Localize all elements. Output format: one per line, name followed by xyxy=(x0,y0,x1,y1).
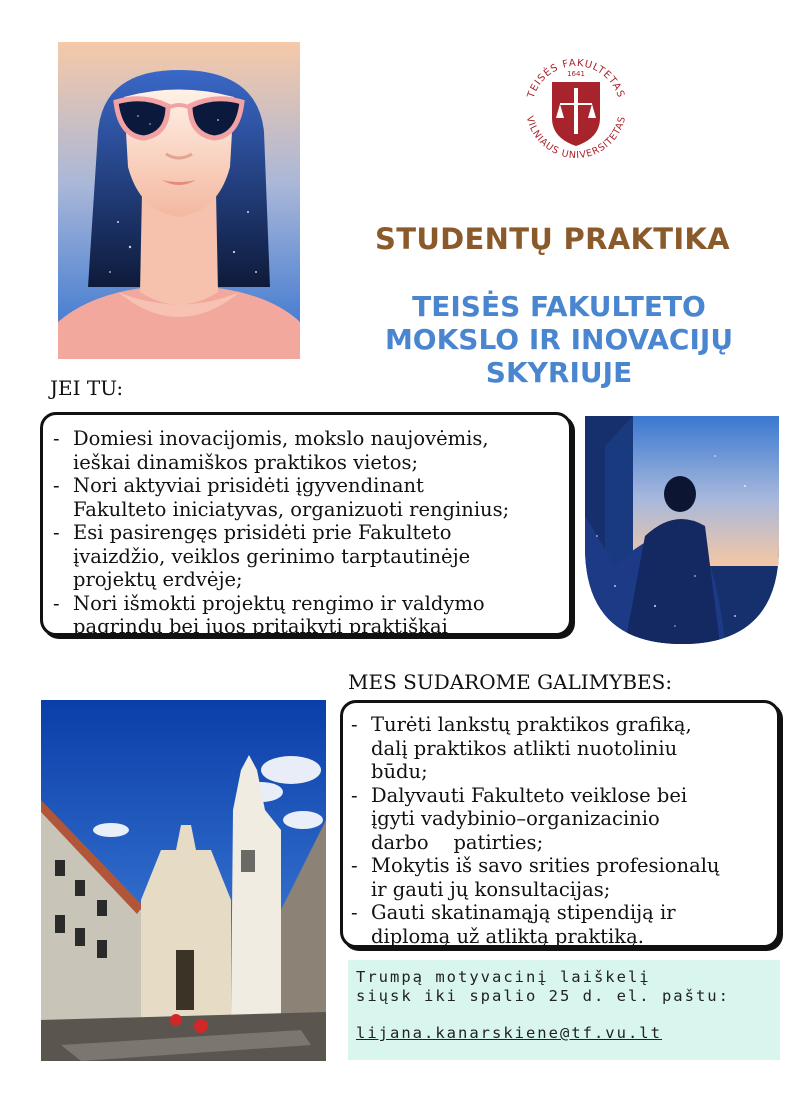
page-subtitle xyxy=(340,290,778,389)
note-line-1: Trumpą motyvacinį laiškelį xyxy=(356,968,651,986)
list-item-line: įgyti vadybinio–organizacinio xyxy=(371,807,660,830)
section2-box xyxy=(340,700,780,948)
bullet-dash: - xyxy=(351,901,358,924)
list-item-line: ieškai dinamiškos praktikos vietos; xyxy=(73,450,419,474)
list-item-line: Domiesi inovacijomis, mokslo naujovėmis, xyxy=(73,427,489,450)
list-item-line: pagrindų bei juos pritaikyti praktiškai xyxy=(73,615,448,638)
university-logo xyxy=(516,48,636,168)
logo-text-bottom: VILNIAUS UNIVERSITETAS xyxy=(523,114,629,162)
page-title: STUDENTŲ PRAKTIKA xyxy=(375,222,730,256)
person-window-illustration xyxy=(585,416,779,644)
list-item xyxy=(53,521,565,592)
list-item-line: Nori išmokti projektų rengimo ir valdymo xyxy=(73,591,485,615)
logo-year: 1641 xyxy=(567,70,585,78)
list-item-line: ir gauti jų konsultacijas; xyxy=(371,877,611,901)
list-item-line: Mokytis iš savo srities profesionalų xyxy=(371,854,720,877)
list-item-line: įvaizdžio, veiklos gerinimo tarptautinėje xyxy=(73,544,471,568)
bullet-dash: - xyxy=(53,591,60,615)
bullet-dash: - xyxy=(351,713,358,736)
list-item-line: dalį praktikos atlikti nuotoliniu xyxy=(371,736,678,760)
list-item-line: Dalyvauti Fakulteto veiklose bei xyxy=(371,783,688,807)
bullet-dash: - xyxy=(53,521,60,544)
list-item xyxy=(351,784,773,855)
list-item-line: Fakulteto iniciatyvas, organizuoti renginius; xyxy=(73,497,510,521)
section1-heading: JEI TU: xyxy=(50,376,124,400)
list-item xyxy=(351,854,773,901)
list-item xyxy=(351,901,773,948)
list-item-line: Esi pasirengęs prisidėti prie Fakulteto xyxy=(73,521,452,544)
section1-list xyxy=(53,427,565,639)
subtitle-line: SKYRIUJE xyxy=(485,356,633,389)
bullet-dash: - xyxy=(351,783,358,807)
subtitle-line: TEISĖS FAKULTETO xyxy=(412,290,706,323)
section2-list xyxy=(351,713,773,948)
list-item xyxy=(351,713,773,784)
list-item xyxy=(53,592,565,639)
list-item xyxy=(53,474,565,521)
note-line-2: siųsk iki spalio 25 d. el. paštu: xyxy=(356,987,730,1005)
woman-sunglasses-illustration xyxy=(58,42,300,359)
section2-heading: MES SUDAROME GALIMYBES: xyxy=(348,670,673,694)
bullet-dash: - xyxy=(53,427,60,450)
logo-text-top: TEISĖS FAKULTETAS xyxy=(525,57,627,100)
list-item-line: Nori aktyviai prisidėti įgyvendinant xyxy=(73,474,424,497)
section1-box xyxy=(40,412,572,636)
bullet-dash: - xyxy=(53,474,60,497)
list-item-line: diplomą už atliktą praktiką. xyxy=(371,924,644,948)
list-item-line: projektų erdvėje; xyxy=(73,568,243,591)
university-courtyard-photo xyxy=(41,700,326,1061)
bullet-dash: - xyxy=(351,854,358,877)
application-note xyxy=(348,960,780,1060)
list-item-line: būdu; xyxy=(371,760,428,783)
list-item-line: Turėti lankstų praktikos grafiką, xyxy=(371,713,692,736)
subtitle-line: MOKSLO IR INOVACIJŲ xyxy=(384,323,734,356)
list-item xyxy=(53,427,565,474)
list-item-line: darbo patirties; xyxy=(371,830,544,854)
email-link[interactable]: lijana.kanarskiene@tf.vu.lt xyxy=(356,1024,662,1042)
list-item-line: Gauti skatinamąją stipendiją ir xyxy=(371,901,676,924)
